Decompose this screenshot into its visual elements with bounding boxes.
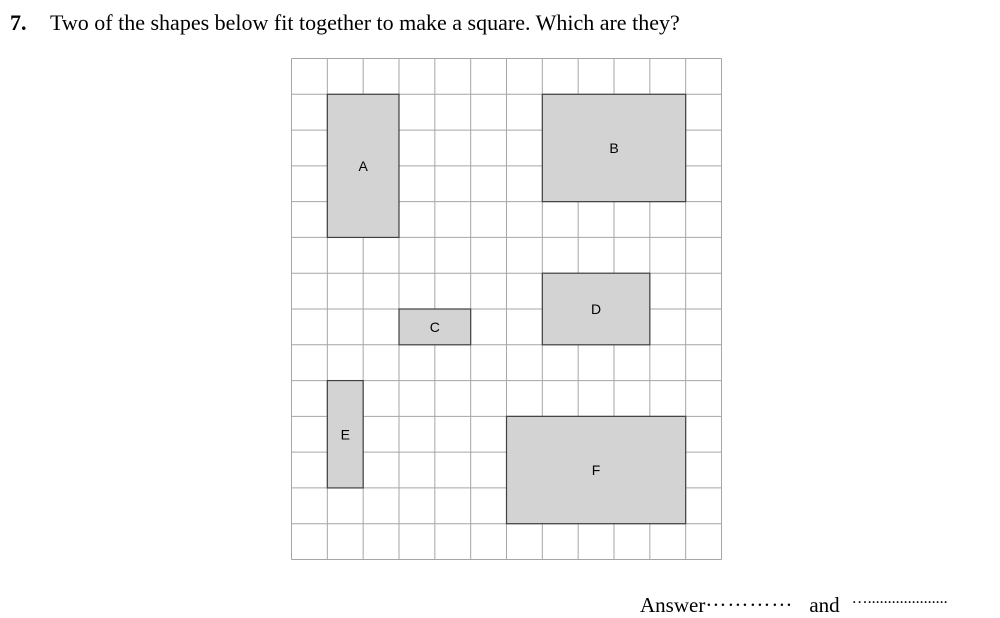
shape-b[interactable] [542,94,685,201]
shape-f[interactable] [507,416,686,523]
shape-label: D [591,301,602,317]
shape-e[interactable] [327,381,363,488]
answer-blank-1[interactable]: ………… [705,587,794,611]
shape-a[interactable] [327,94,399,237]
shape-label: A [358,157,368,174]
shape-grid [291,58,722,560]
shape-label: B [609,139,619,156]
shape-d[interactable] [542,273,650,345]
question [10,8,680,38]
answer-connector: and [809,593,840,617]
question-text: Two of the shapes below fit together to make a square. Which are they? [50,10,680,35]
question-number: 7. [10,10,27,35]
shape-label: C [429,318,440,335]
answer-line [640,586,972,618]
shape-label: E [340,426,350,443]
answer-label: Answer [640,593,706,617]
answer-blank-2[interactable]: ….................... [851,590,948,607]
grid-svg [291,58,722,560]
shape-label: F [591,462,601,479]
shape-c[interactable] [399,309,471,345]
